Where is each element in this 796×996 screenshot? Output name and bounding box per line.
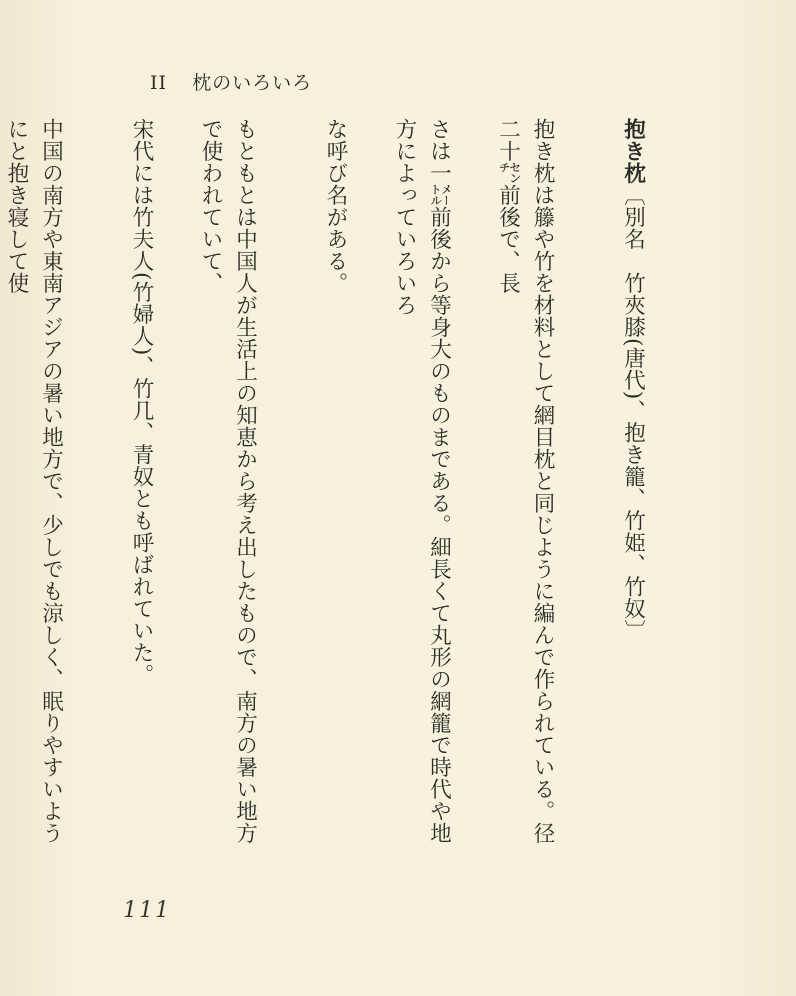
text-column: さは一㍍前後から等身大のものまである。細長くて丸形の網籠で時代や地方によっていろいろ <box>392 118 452 844</box>
page-number: 111 <box>123 898 171 923</box>
vertical-text-body <box>0 118 684 848</box>
entry-heading-line <box>615 118 650 848</box>
text-column: もともとは中国人が生活上の知恵から考え出したもので、南方の暑い地方で使われていて、 <box>198 118 258 844</box>
chapter-title: 枕のいろいろ <box>192 72 313 94</box>
text-column: 抱き枕は籐や竹を材料として網目枕と同じように編んで作られている。径二十㌢前後で、長 <box>495 118 555 844</box>
running-head <box>150 68 312 95</box>
entry-aliases: 〔別名 竹夾膝(唐代)、抱き籠、竹姫、竹奴〕 <box>620 184 646 642</box>
text-column: な呼び名がある。 <box>323 118 348 294</box>
chapter-number: II <box>150 72 168 94</box>
entry-term: 抱き枕 <box>620 118 646 184</box>
text-column: 宋代には竹夫人(竹婦人)、竹几、青奴とも呼ばれていた。 <box>129 118 154 686</box>
text-column: 中国の南方や東南アジアの暑い地方で、少しでも涼しく、眠りやすいようにと抱き寝して使 <box>4 118 64 844</box>
